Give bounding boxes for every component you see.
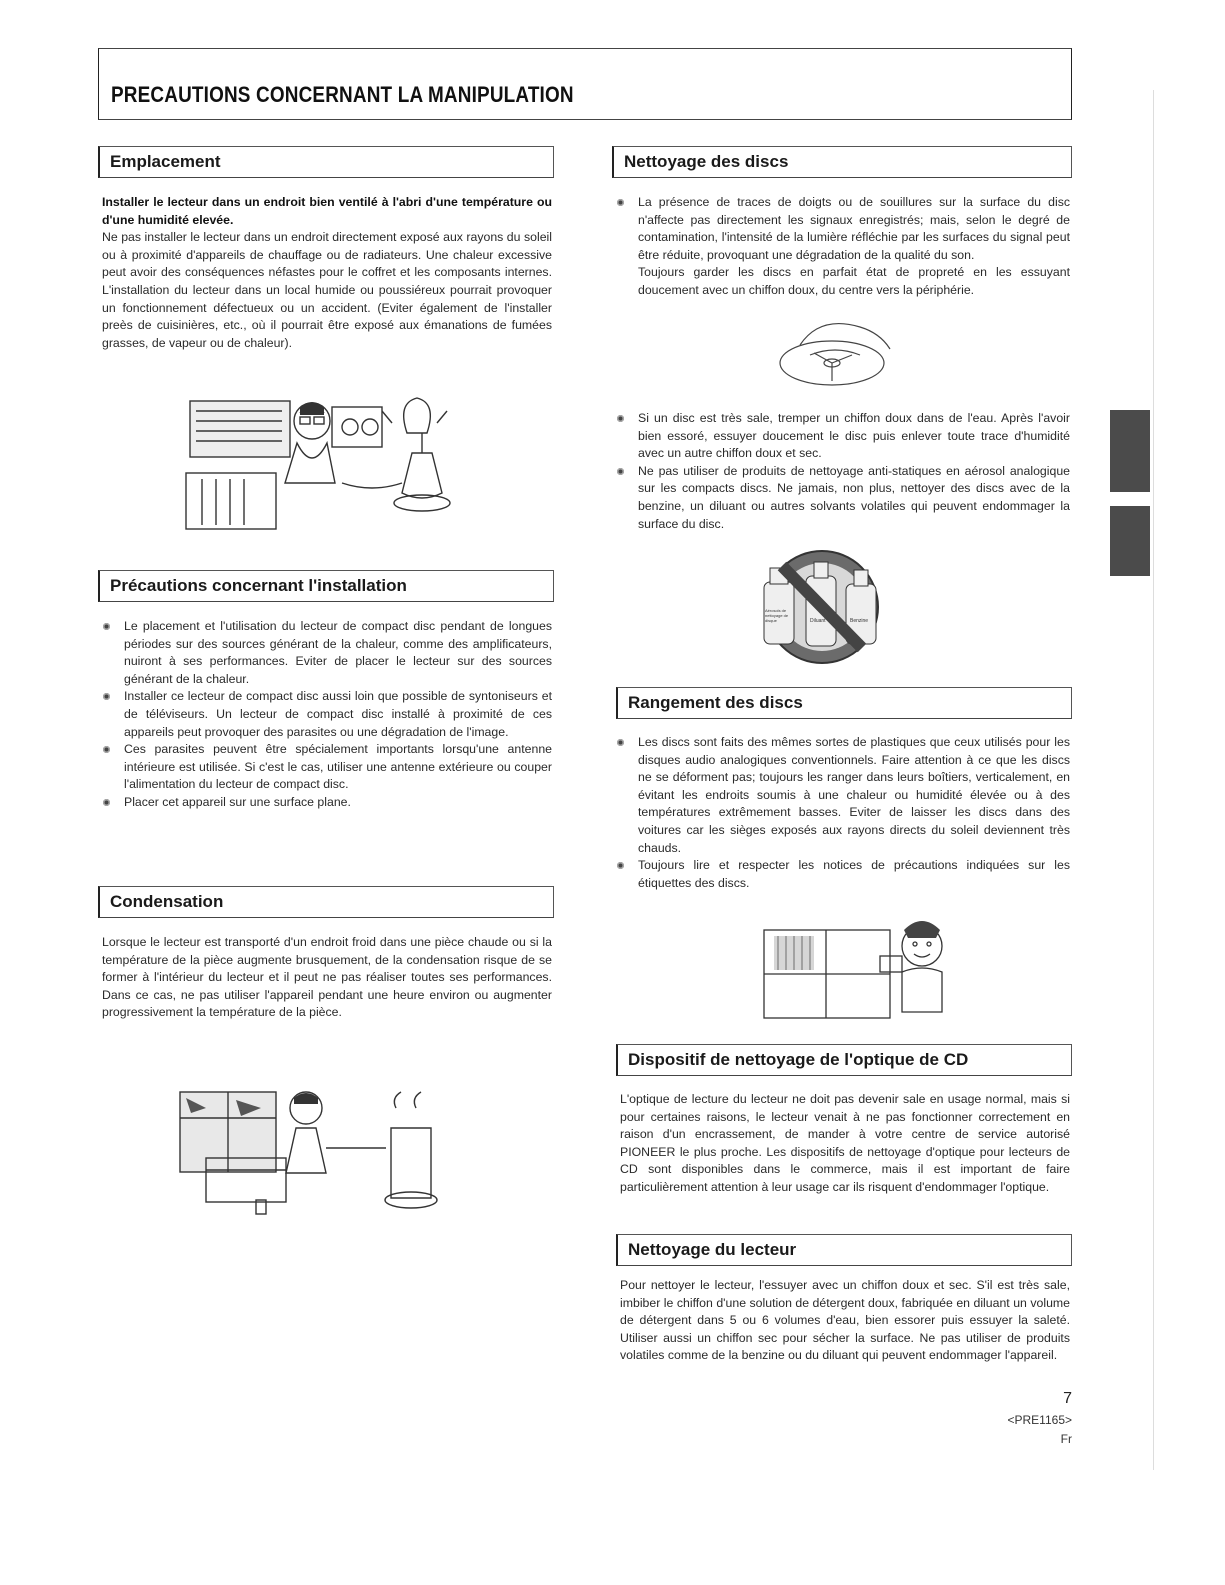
nettoyage-discs-heading-text: Nettoyage des discs [624,152,789,171]
emplacement-intro: Installer le lecteur dans un endroit bien ventilé à l'abri d'une température ou d'une humidité elevée. [102,195,552,227]
rangement-item: Toujours lire et respecter les notices de précautions indiquées sur les étiquettes des discs. [616,857,1070,892]
section-heading-emplacement [98,146,554,178]
nettoyage-discs-text-1 [616,194,1070,300]
dispositif-body: L'optique de lecture du lecteur ne doit pas devenir sale en usage normal, mais si pour certaines raisons, le lecteur venait à ne pas fonctionner correctement en raison d'un encrassement, de mander à votre centre de service autorisé PIONEER le plus proche. Les dispositifs de nettoyage d'optique pour lecteurs de CD sont disponibles dans le commerce, mais il est important de faire particulièrement attention à leur usage car ils risquent d'endommager l'optique. [620,1092,1070,1194]
nettoyage-discs-item1-p2: Toujours garder les discs en parfait état de propreté en les essuyant doucement avec un chiffon doux, du centre vers la périphérie. [638,265,1070,297]
section-heading-nettoyage-discs [612,146,1072,178]
nettoyage-lecteur-body: Pour nettoyer le lecteur, l'essuyer avec un chiffon doux et sec. S'il est très sale, imbiber le chiffon d'une solution de détergent doux, fabriquée en diluant un volume de détergent dans 5 ou 6 volumes d'eau, bien essorer puis essuyer la saleté. Utiliser aussi un chiffon sec pour sécher la surface. Ne pas utiliser de produits volatiles comme de la benzine ou du diluant qui peuvent endommager l'appareil. [620,1278,1070,1363]
side-tab-upper [1110,410,1150,492]
condensation-illustration [176,1088,476,1218]
condensation-heading-text: Condensation [110,892,224,911]
storage-illustration [762,912,962,1020]
nettoyage-discs-item [616,194,1070,300]
installation-item: Ces parasites peuvent être spécialement importants lorsqu'une antenne intérieure est utilisée. Si c'est le cas, utiliser une antenne extérieure ou couper l'alimentation du lecteur de compact disc. [102,741,552,794]
condensation-body: Lorsque le lecteur est transporté d'un endroit froid dans une pièce chaude ou si la température de la pièce augmente brusquement, de la condensation risque de se former à l'intérieur du lecteur et il peut ne pas réaliser toutes ses performances. Dans ce cas, ne pas utiliser l'appareil pendant une heure environ ou augmenter progressivement la température de la pièce. [102,935,552,1020]
nettoyage-lecteur-heading-text: Nettoyage du lecteur [628,1240,797,1259]
nettoyage-discs-text-2 [616,410,1070,533]
emplacement-heading-text: Emplacement [110,152,221,171]
document-code: <PRE1165> [1007,1413,1072,1427]
installation-item: Le placement et l'utilisation du lecteur de compact disc pendant de longues périodes sur des sources générant de la chaleur, comme des amplificateurs, nuiront à ses performances. Eviter de placer le lecteur sur des sources générant de la chaleur. [102,618,552,688]
bottle-label-benzine: Benzine [850,618,869,624]
rangement-text [616,734,1070,892]
bottle-label-diluant: Diluant [810,618,826,624]
nettoyage-discs-item: Si un disc est très sale, tremper un chiffon doux dans de l'eau. Après l'avoir bien essoré, essuyer doucement le disc puis enlever toute trace d'humidité avec un autre chiffon doux et sec. [616,410,1070,463]
nettoyage-lecteur-text [620,1277,1070,1365]
dispositif-heading-text: Dispositif de nettoyage de l'optique de CD [628,1050,969,1069]
nettoyage-discs-item1-p1: La présence de traces de doigts ou de souillures sur la surface du disc n'affecte pas directement les signaux enregistrés; mais, selon le degré de contamination, l'intensité de la lumière réfléchie par les surfaces du signal peut être réduite, provoquant une dégradation de la qualité du son. [638,195,1070,262]
section-heading-dispositif [616,1044,1072,1076]
language-code: Fr [1060,1432,1072,1446]
emplacement-body: Ne pas installer le lecteur dans un endroit directement exposé aux rayons du soleil ou à proximité d'appareils de chauffage ou de radiateurs. Une chaleur excessive peut avoir des conséquences néfastes pour le coffret et les composants internes. L'installation du lecteur dans un local humide ou poussiéreux pourrait provoquer un fonctionnement défectueux ou un accident. (Eviter également de l'installer preès de cuisinières, etc., où il pourrait être exposé aux émanations de fumées grasses, de vapeur ou de chaleur). [102,230,552,350]
bottle-label-aerosol: Aérosols de nettoyage de disque [765,608,789,623]
page-header [98,48,1072,120]
section-heading-rangement [616,687,1072,719]
page-title: PRECAUTIONS CONCERNANT LA MANIPULATION [111,82,574,107]
section-heading-nettoyage-lecteur [616,1234,1072,1266]
page-edge-line [1153,90,1154,1470]
rangement-heading-text: Rangement des discs [628,693,803,712]
heater-illustration [182,393,472,533]
section-heading-condensation [98,886,554,918]
section-heading-installation [98,570,554,602]
rangement-item: Les discs sont faits des mêmes sortes de plastiques que ceux utilisés pour les disques audio analogiques conventionnels. Faire attention à ce que les discs ne se déforment pas; toujours les ranger dans leurs boîtiers, verticalement, en évitant les endroits soumis à une chaleur ou humidité élevée ou à des températures extrêmement basses. Eviter de laisser les discs dans des voitures car les sièges exposés aux rayons directs du soleil deviennent très chauds. [616,734,1070,857]
nettoyage-discs-item: Ne pas utiliser de produits de nettoyage anti-statiques en aérosol analogique sur les compacts discs. Ne jamais, non plus, nettoyer des discs avec de la benzine, un diluant ou autres solvants volatiles qui peuvent endommager la surface du disc. [616,463,1070,533]
installation-heading-text: Précautions concernant l'installation [110,576,407,595]
installation-text [102,618,552,812]
disc-wipe-illustration [770,315,900,395]
prohibited-solvents-illustration [758,548,886,666]
installation-item: Placer cet appareil sur une surface plane. [102,794,552,812]
emplacement-text [102,194,552,352]
installation-item: Installer ce lecteur de compact disc aussi loin que possible de syntoniseurs et de téléviseurs. Un lecteur de compact disc installé à proximité de ces appareils peut provoquer des parasites ou une dégradation de l'image. [102,688,552,741]
page-number: 7 [1063,1390,1072,1407]
side-tab-lower [1110,506,1150,576]
dispositif-text [620,1091,1070,1197]
condensation-text [102,934,552,1022]
